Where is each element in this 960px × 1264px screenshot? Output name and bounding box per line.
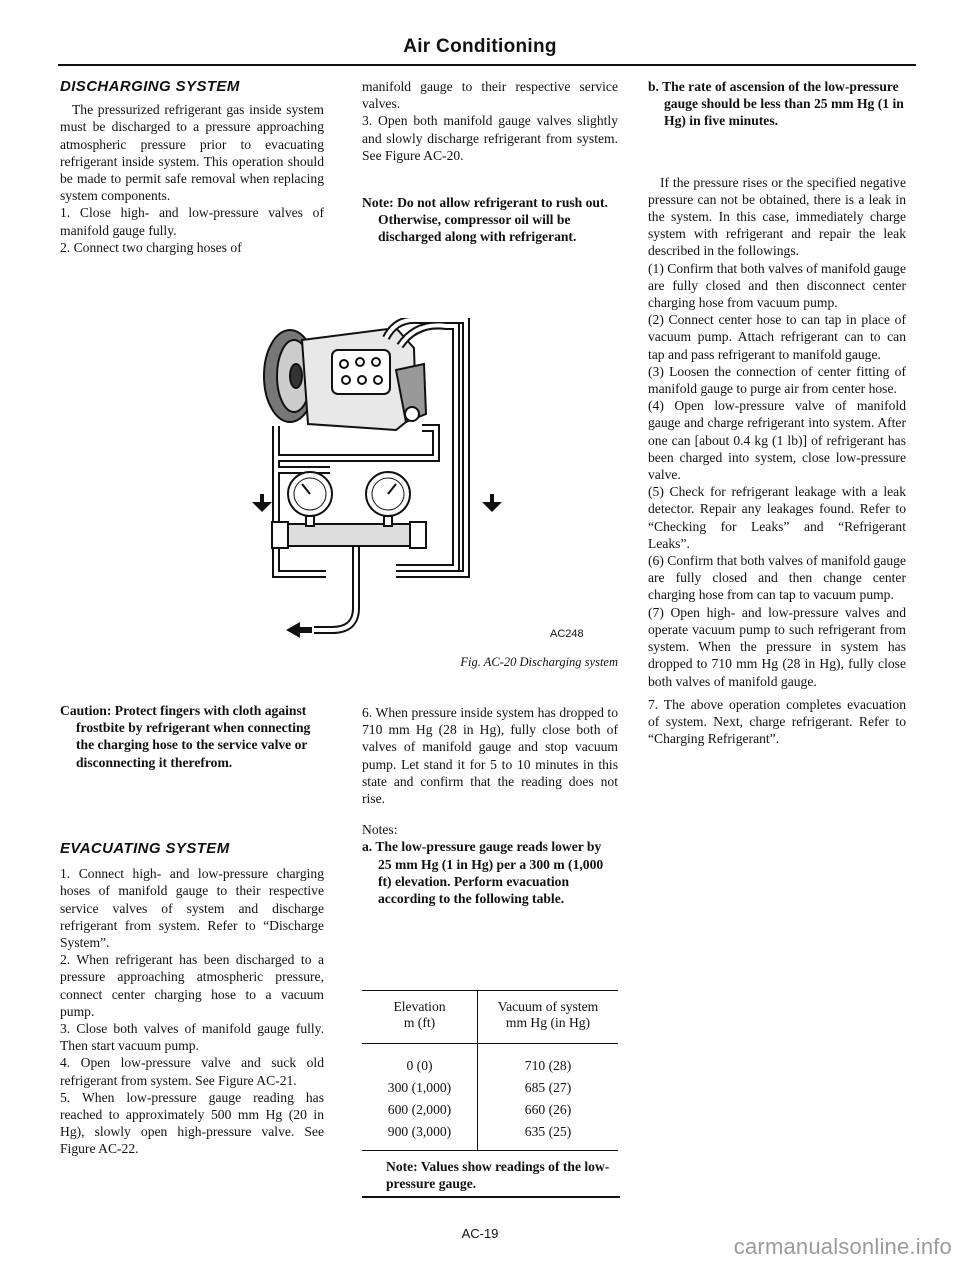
watermark: carmanualsonline.info bbox=[733, 1234, 952, 1259]
table-header-elevation: Elevation m (ft) bbox=[362, 991, 478, 1044]
leak-step-2: (2) Connect center hose to can tap in place of vacuum pump. Attach refrigerant can to can tap and pass refrigerant to manifold gauge. bbox=[648, 312, 906, 362]
evacuating-step-2: 2. When refrigerant has been discharged to a pressure approaching atmospheric pressure, connect center charging hose to a vacuum pump. bbox=[60, 952, 324, 1019]
column-middle-top bbox=[362, 78, 618, 246]
table-row: 300 (1,000) 685 (27) bbox=[362, 1074, 618, 1096]
page-number: AC-19 bbox=[461, 1226, 499, 1241]
evacuating-block bbox=[60, 840, 324, 1158]
column-middle-bottom bbox=[362, 704, 618, 907]
discharging-step-3: 3. Open both manifold gauge valves slightly and slowly discharge refrigerant from system. See Figure AC-20. bbox=[362, 113, 618, 163]
leak-step-1: (1) Confirm that both valves of manifold gauge are fully closed and then disconnect center charging hose from vacuum pump. bbox=[648, 260, 906, 311]
note-rush: Note: Do not allow refrigerant to rush out. Otherwise, compressor oil will be discharged along with refrigerant. bbox=[362, 195, 608, 245]
continued-text: manifold gauge to their respective service valves. bbox=[362, 79, 618, 112]
table-note-rule bbox=[362, 1196, 620, 1198]
table-row: 600 (2,000) 660 (26) bbox=[362, 1096, 618, 1118]
leak-step-4: (4) Open low-pressure valve of manifold gauge and charge refrigerant into system. After one can [about 0.4 kg (1 lb)] of refrigerant has been charged into system, close low-pressure valve. bbox=[648, 398, 906, 483]
column-right bbox=[648, 78, 906, 747]
evacuating-step-1: 1. Connect high- and low-pressure charging hoses of manifold gauge to their respective service valves of system and discharge refrigerant from system. Refer to “Discharge System”. bbox=[60, 866, 324, 951]
discharging-intro: The pressurized refrigerant gas inside system must be discharged to a pressure approaching atmospheric pressure prior to evacuating refrigerant inside system. This operation should be made to permit safe removal when replacing system components. bbox=[60, 102, 324, 204]
table-row: 0 (0) 710 (28) bbox=[362, 1044, 618, 1075]
column-left bbox=[60, 78, 324, 256]
discharging-system-figure bbox=[246, 318, 576, 640]
evacuating-step-7: 7. The above operation completes evacuation of system. Next, charge refrigerant. Refer to “Charging Refrigerant”. bbox=[648, 696, 906, 747]
section-title-discharging: DISCHARGING SYSTEM bbox=[60, 78, 240, 95]
elevation-vacuum-table bbox=[362, 990, 618, 1151]
leak-step-6: (6) Confirm that both valves of manifold gauge are fully closed and then change center charging hose from can tap to vacuum pump. bbox=[648, 553, 906, 603]
leak-step-5: (5) Check for refrigerant leakage with a leak detector. Repair any leakages found. Refer to “Checking for Leaks” and “Refrigerant Leaks”. bbox=[648, 484, 906, 551]
discharging-step-2: 2. Connect two charging hoses of bbox=[60, 239, 242, 255]
figure-code: AC248 bbox=[550, 628, 584, 640]
figure-caption: Fig. AC-20 Discharging system bbox=[460, 655, 618, 669]
note-a: a. The low-pressure gauge reads lower by 25 mm Hg (1 in Hg) per a 300 m (1,000 ft) elevation. Perform evacuation according to the following table. bbox=[362, 839, 604, 907]
table-header-vacuum: Vacuum of system mm Hg (in Hg) bbox=[497, 999, 599, 1030]
evacuating-step-5: 5. When low-pressure gauge reading has reached to approximately 500 mm Hg (20 in Hg), slowly open high-pressure valve. See Figure AC-22. bbox=[60, 1089, 324, 1157]
evacuating-step-3: 3. Close both valves of manifold gauge fully. Then start vacuum pump. bbox=[60, 1021, 324, 1054]
page-header-title: Air Conditioning bbox=[403, 36, 557, 57]
notes-label: Notes: bbox=[362, 822, 398, 838]
leak-intro: If the pressure rises or the specified negative pressure can not be obtained, there is a leak in the system. In this case, immediately charge system with refrigerant and repair the leak described in the followings. bbox=[648, 174, 906, 259]
caution-block bbox=[60, 702, 324, 771]
evacuating-step-6: 6. When pressure inside system has dropped to 710 mm Hg (28 in Hg), fully close both of valves of manifold gauge and stop vacuum pump. Let stand it for 5 to 10 minutes in this state and confirm that the reading does not rise. bbox=[362, 705, 618, 807]
leak-step-7: (7) Open high- and low-pressure valves and operate vacuum pump to such refrigerant from system. When the pressure in system has dropped to 710 mm Hg (28 in Hg), fully close both valves of manifold gauge. bbox=[648, 604, 906, 689]
section-title-evacuating: EVACUATING SYSTEM bbox=[60, 840, 230, 857]
table-note: Note: Values show readings of the low-pressure gauge. bbox=[386, 1159, 610, 1192]
leak-step-3: (3) Loosen the connection of center fitting of manifold gauge to purge air from center hose. bbox=[648, 363, 906, 397]
evacuating-step-4: 4. Open low-pressure valve and suck old refrigerant from system. See Figure AC-21. bbox=[60, 1055, 324, 1088]
table-row: 900 (3,000) 635 (25) bbox=[362, 1118, 618, 1151]
discharging-step-1: 1. Close high- and low-pressure valves of manifold gauge fully. bbox=[60, 205, 324, 238]
caution-text: Caution: Protect fingers with cloth against frostbite by refrigerant when connecting the charging hose to the service valve or disconnecting it therefrom. bbox=[60, 703, 311, 770]
note-b: b. The rate of ascension of the low-pressure gauge should be less than 25 mm Hg (1 in Hg) in five minutes. bbox=[648, 79, 904, 129]
header-rule bbox=[58, 64, 916, 66]
